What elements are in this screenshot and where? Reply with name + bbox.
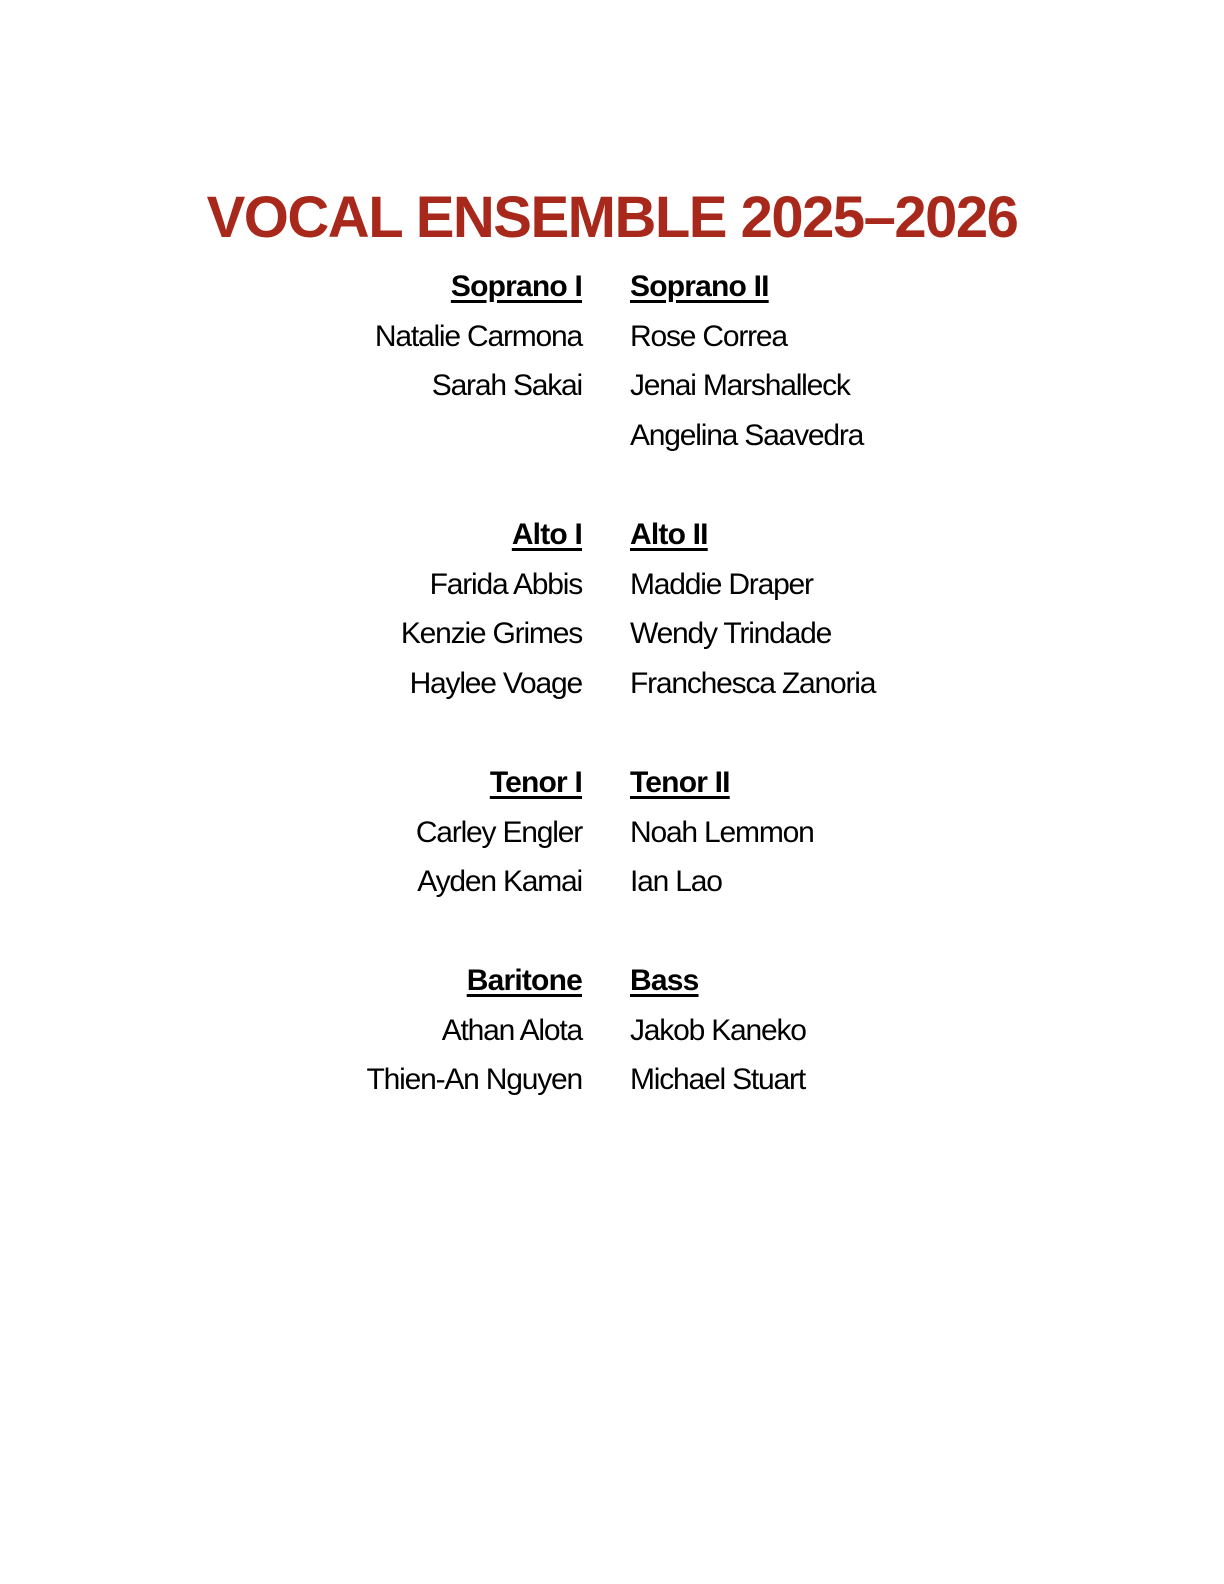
section-column-left bbox=[232, 262, 582, 510]
list-item: Kenzie Grimes bbox=[400, 617, 582, 650]
section-column-left bbox=[232, 510, 582, 758]
list-item: Farida Abbis bbox=[429, 567, 582, 601]
name-list bbox=[367, 1006, 582, 1105]
section-column-left bbox=[232, 758, 582, 956]
list-item: Angelina Saavedra bbox=[630, 418, 864, 452]
section-column-left bbox=[232, 956, 582, 1154]
list-item: Athan Alota bbox=[441, 1013, 582, 1047]
list-item: Jakob Kaneko bbox=[630, 1013, 806, 1047]
list-item: Jenai Marshalleck bbox=[630, 369, 850, 402]
section-heading: Tenor II bbox=[630, 766, 730, 799]
section-heading: Tenor I bbox=[489, 766, 582, 799]
section-heading: Soprano II bbox=[630, 270, 769, 303]
name-list bbox=[630, 560, 875, 709]
page-title: VOCAL ENSEMBLE 2025–2026 bbox=[206, 184, 1018, 250]
name-list bbox=[375, 312, 582, 411]
name-list bbox=[630, 808, 814, 907]
section-heading: Soprano I bbox=[450, 270, 582, 303]
list-item: Ayden Kamai bbox=[417, 865, 582, 898]
list-item: Michael Stuart bbox=[630, 1063, 805, 1096]
section-column-right bbox=[630, 262, 980, 510]
roster bbox=[0, 262, 1224, 1154]
section-baritone-bass bbox=[0, 956, 1224, 1154]
section-heading: Alto II bbox=[630, 518, 708, 551]
list-item: Rose Correa bbox=[630, 319, 787, 353]
section-column-right bbox=[630, 510, 980, 758]
section-column-right bbox=[630, 758, 980, 956]
section-soprano bbox=[0, 262, 1224, 510]
list-item: Sarah Sakai bbox=[431, 369, 582, 402]
list-item: Thien-An Nguyen bbox=[366, 1063, 582, 1096]
section-heading: Alto I bbox=[511, 518, 582, 551]
list-item: Ian Lao bbox=[630, 865, 722, 898]
name-list bbox=[630, 1006, 806, 1105]
section-heading: Bass bbox=[630, 964, 699, 997]
list-item: Noah Lemmon bbox=[630, 815, 814, 849]
list-item: Natalie Carmona bbox=[374, 319, 582, 353]
section-tenor bbox=[0, 758, 1224, 956]
section-alto bbox=[0, 510, 1224, 758]
name-list bbox=[630, 312, 863, 461]
name-list bbox=[416, 808, 582, 907]
section-heading: Baritone bbox=[466, 964, 582, 997]
name-list bbox=[401, 560, 582, 709]
section-column-right bbox=[630, 956, 980, 1154]
list-item: Franchesca Zanoria bbox=[630, 666, 876, 700]
list-item: Haylee Voage bbox=[409, 666, 582, 700]
list-item: Wendy Trindade bbox=[630, 617, 832, 650]
list-item: Maddie Draper bbox=[630, 567, 813, 601]
list-item: Carley Engler bbox=[415, 815, 582, 849]
